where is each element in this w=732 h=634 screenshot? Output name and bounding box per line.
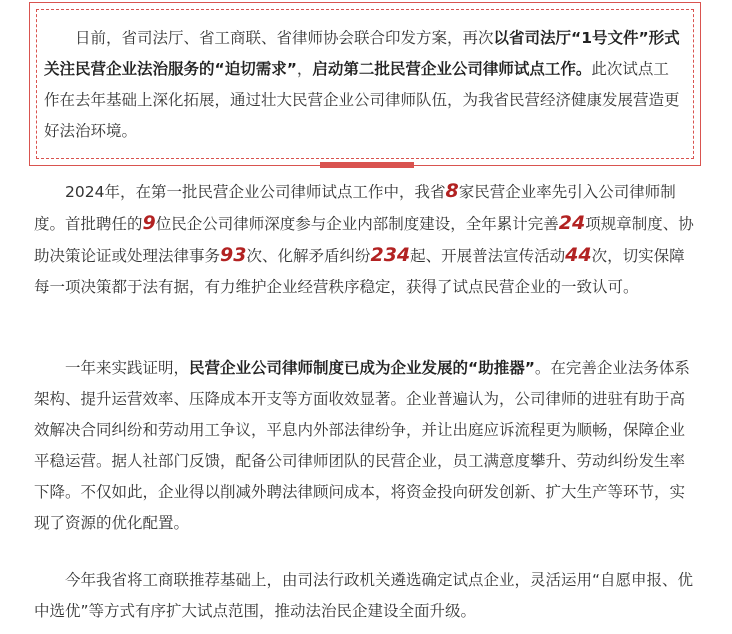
intro-bold-1: 以省司法厅“1号文件”形式关注民营企业法治服务的“迫切需求”: [44, 29, 680, 78]
p1-text-6: 起、开展普法宣传活动: [410, 247, 566, 265]
intro-box: [29, 2, 701, 166]
paragraph-practice: [34, 353, 694, 539]
p1-text-1: 2024年，在第一批民营企业公司律师试点工作中，我省: [65, 183, 446, 201]
stat-regulations: 24: [558, 212, 586, 234]
stat-campaigns: 44: [565, 244, 592, 266]
stat-enterprises: 8: [445, 180, 459, 202]
intro-text-3: 此次试点工作在去年基础上深化拓展，通过壮大民营企业公司律师队伍，为我省民营经济健康发展营造更好法治环境。: [44, 60, 680, 140]
p2-bold-1: 民营企业公司律师制度已成为企业发展的“助推器”: [189, 359, 535, 377]
intro-bold-2: 启动第二批民营企业公司律师试点工作。: [312, 60, 592, 78]
p2-text-1: 一年来实践证明，: [65, 359, 190, 377]
intro-text: [44, 23, 684, 147]
p1-text-7: 次，切实保障每一项决策都于法有据，有力维护企业经营秩序稳定，获得了试点民营企业的一致认可。: [34, 247, 685, 296]
intro-box-accent-bar: [320, 162, 414, 168]
paragraph-this-year: [34, 565, 694, 627]
intro-text-2: ，: [296, 60, 313, 78]
intro-text-1: 日前，省司法厅、省工商联、省律师协会联合印发方案，再次: [75, 29, 494, 47]
p1-text-4: 项规章制度、协助决策论证或处理法律事务: [34, 215, 694, 265]
p1-text-5: 次、化解矛盾纠纷: [246, 247, 371, 265]
p1-text-3: 位民企公司律师深度参与企业内部制度建设，全年累计完善: [155, 215, 559, 233]
p3-text-1: 今年我省将工商联推荐基础上，由司法行政机关遴选确定试点企业，灵活运用“自愿申报、优中选优”等方式有序扩大试点范围，推动法治民企建设全面升级。: [34, 571, 694, 620]
stat-lawyers: 9: [142, 212, 156, 234]
stat-legal-affairs: 93: [220, 244, 247, 266]
paragraph-2024-results: [34, 176, 694, 303]
p1-text-2: 家民营企业率先引入公司律师制度。首批聘任的: [34, 183, 676, 233]
p2-text-2: 。在完善企业法务体系架构、提升运营效率、压降成本开支等方面收效显著。企业普遍认为，公司律师的进驻有助于高效解决合同纠纷和劳动用工争议，平息内外部法律纷争，并让出庭应诉流程更为顺畅，保障企业平稳运营。据人社部门反馈，配备公司律师团队的民营企业，员工满意度攀升、劳动纠纷发生率下降。不仅如此，企业得以削减外聘法律顾问成本，将资金投向研发创新、扩大生产等环节，实现了资源的优化配置。: [34, 359, 690, 532]
stat-disputes: 234: [370, 244, 411, 266]
